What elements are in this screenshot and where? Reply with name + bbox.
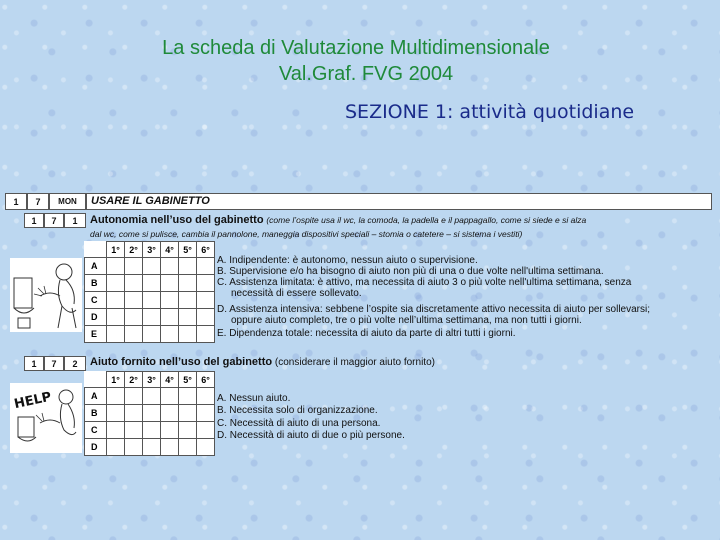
grid-cell[interactable]: [143, 388, 161, 405]
grid-cell[interactable]: [161, 405, 179, 422]
grid-cell[interactable]: [125, 309, 143, 326]
row-label: C: [85, 422, 107, 439]
grid-cell[interactable]: [197, 292, 215, 309]
grid-cell[interactable]: [107, 309, 125, 326]
grid-cell[interactable]: [179, 292, 197, 309]
page-subtitle: Val.Graf. FVG 2004: [278, 63, 454, 85]
option-text: oppure aiuto completo, tre o più volte nell’ultima settimana, ma non tutti i giorni.: [231, 315, 582, 326]
option-text: E. Dipendenza totale: necessita di aiuto da parte di altri tutti i giorni.: [217, 328, 516, 339]
grid-cell[interactable]: [197, 275, 215, 292]
grid-row: [85, 439, 215, 456]
grid-cell[interactable]: [125, 422, 143, 439]
option-text: C. Necessità di aiuto di una persona.: [217, 418, 381, 429]
grid-cell[interactable]: [107, 439, 125, 456]
grid-cell[interactable]: [179, 422, 197, 439]
option-text: C. Assistenza limitata: è attivo, ma necessita di aiuto 3 o più volte nell'ultima settimana, senza: [217, 277, 632, 288]
grid-row: [85, 292, 215, 309]
grid-cell[interactable]: [125, 405, 143, 422]
option-text: D. Necessità di aiuto di due o più persone.: [217, 430, 405, 441]
grid-cell[interactable]: [143, 439, 161, 456]
row-label: A: [85, 258, 107, 275]
grid-cell[interactable]: [161, 292, 179, 309]
option-text: B. Supervisione e/o ha bisogno di aiuto non più di una o due volte nell'ultima settimana.: [217, 266, 604, 277]
grid-cell[interactable]: [161, 309, 179, 326]
item1-desc-2: dal wc, come si pulisce, cambia il pannolone, maneggia dispositivi speciali – stomia o catetere – si sistema i vestiti): [90, 229, 523, 239]
grid-cell[interactable]: [197, 405, 215, 422]
row-label: D: [85, 439, 107, 456]
row-label: D: [85, 309, 107, 326]
col-header: 6°: [197, 372, 215, 388]
grid-cell[interactable]: [125, 439, 143, 456]
grid-row: [85, 275, 215, 292]
item2-grid-header: [85, 372, 215, 388]
toilet-illustration-2: [10, 383, 82, 453]
grid-cell[interactable]: [107, 326, 125, 343]
grid-cell[interactable]: [107, 388, 125, 405]
row-label: B: [85, 275, 107, 292]
grid-cell[interactable]: [179, 275, 197, 292]
grid-row: [85, 309, 215, 326]
grid-row: [85, 258, 215, 275]
grid-cell[interactable]: [125, 275, 143, 292]
grid-cell[interactable]: [143, 309, 161, 326]
grid-cell[interactable]: [161, 275, 179, 292]
grid-row: [85, 422, 215, 439]
grid-cell[interactable]: [179, 326, 197, 343]
option-text: D. Assistenza intensiva: sebbene l’ospite sia discretamente attivo necessita di aiuto per sollevarsi;: [217, 304, 651, 315]
grid-cell[interactable]: [179, 405, 197, 422]
option-text: A. Indipendente: è autonomo, nessun aiuto o supervisione.: [217, 255, 478, 266]
page-title: La scheda di Valutazione Multidimensionale: [162, 37, 550, 59]
toilet-user-icon: [10, 258, 82, 332]
item1-desc-1: (come l’ospite usa il wc, la comoda, la padella e il pappagallo, come si siede e si alza: [266, 215, 587, 225]
col-header: 3°: [143, 372, 161, 388]
grid-cell[interactable]: [107, 258, 125, 275]
item2-grid: [84, 371, 215, 456]
grid-cell[interactable]: [197, 309, 215, 326]
grid-cell[interactable]: [143, 275, 161, 292]
grid-cell[interactable]: [197, 326, 215, 343]
header-code-3: MON: [49, 193, 86, 210]
col-header: 1°: [107, 372, 125, 388]
grid-cell[interactable]: [143, 326, 161, 343]
col-header: 3°: [143, 242, 161, 258]
item2-code-3: 2: [64, 356, 86, 371]
grid-cell[interactable]: [179, 439, 197, 456]
item1-title-line: [90, 215, 586, 227]
header-code-2: 7: [27, 193, 49, 210]
grid-cell[interactable]: [161, 388, 179, 405]
section-title: SEZIONE 1: attività quotidiane: [345, 101, 635, 123]
row-label: A: [85, 388, 107, 405]
grid-cell[interactable]: [197, 422, 215, 439]
grid-cell[interactable]: [143, 405, 161, 422]
grid-cell[interactable]: [161, 326, 179, 343]
grid-cell[interactable]: [197, 388, 215, 405]
col-header: 5°: [179, 242, 197, 258]
col-header: 1°: [107, 242, 125, 258]
grid-cell[interactable]: [125, 388, 143, 405]
row-label: B: [85, 405, 107, 422]
grid-cell[interactable]: [161, 439, 179, 456]
option-text: necessità di essere sollevato.: [231, 288, 362, 299]
grid-cell[interactable]: [125, 326, 143, 343]
col-header: 5°: [179, 372, 197, 388]
item1-title: Autonomia nell’uso del gabinetto: [90, 214, 264, 226]
grid-cell[interactable]: [143, 422, 161, 439]
toilet-illustration-1: [10, 258, 82, 332]
item2-title: Aiuto fornito nell’uso del gabinetto: [90, 356, 273, 368]
item1-code-1: 1: [24, 213, 44, 228]
grid-cell[interactable]: [161, 422, 179, 439]
grid-cell[interactable]: [107, 405, 125, 422]
grid-cell[interactable]: [143, 258, 161, 275]
item2-code-2: 7: [44, 356, 64, 371]
grid-row: [85, 326, 215, 343]
item1-code-3: 1: [64, 213, 86, 228]
grid-row: [85, 388, 215, 405]
item2-note: (considerare il maggior aiuto fornito): [274, 357, 435, 368]
grid-cell[interactable]: [179, 309, 197, 326]
header-label-box: [86, 193, 712, 210]
row-label: C: [85, 292, 107, 309]
grid-cell[interactable]: [107, 292, 125, 309]
grid-cell[interactable]: [107, 422, 125, 439]
col-header: 2°: [125, 242, 143, 258]
header-code-1: 1: [5, 193, 27, 210]
item1-code-2: 7: [44, 213, 64, 228]
item2-code-1: 1: [24, 356, 44, 371]
grid-cell[interactable]: [107, 275, 125, 292]
grid-corner: [85, 372, 107, 388]
item1-grid: [84, 241, 215, 343]
col-header: 4°: [161, 372, 179, 388]
grid-cell[interactable]: [161, 258, 179, 275]
grid-cell[interactable]: [125, 258, 143, 275]
item1-grid-header: [85, 242, 215, 258]
col-header: 2°: [125, 372, 143, 388]
grid-cell[interactable]: [143, 292, 161, 309]
grid-corner: [85, 242, 107, 258]
col-header: 6°: [197, 242, 215, 258]
grid-row: [85, 405, 215, 422]
grid-cell[interactable]: [179, 388, 197, 405]
col-header: 4°: [161, 242, 179, 258]
grid-cell[interactable]: [125, 292, 143, 309]
help-text: HELP: [12, 389, 53, 413]
grid-cell[interactable]: [197, 439, 215, 456]
row-label: E: [85, 326, 107, 343]
option-text: A. Nessun aiuto.: [217, 393, 291, 404]
option-text: B. Necessita solo di organizzazione.: [217, 405, 378, 416]
help-toilet-icon: [10, 383, 82, 453]
header-label: USARE IL GABINETTO: [91, 195, 210, 207]
item2-title-line: [90, 357, 435, 369]
grid-cell[interactable]: [197, 258, 215, 275]
grid-cell[interactable]: [179, 258, 197, 275]
